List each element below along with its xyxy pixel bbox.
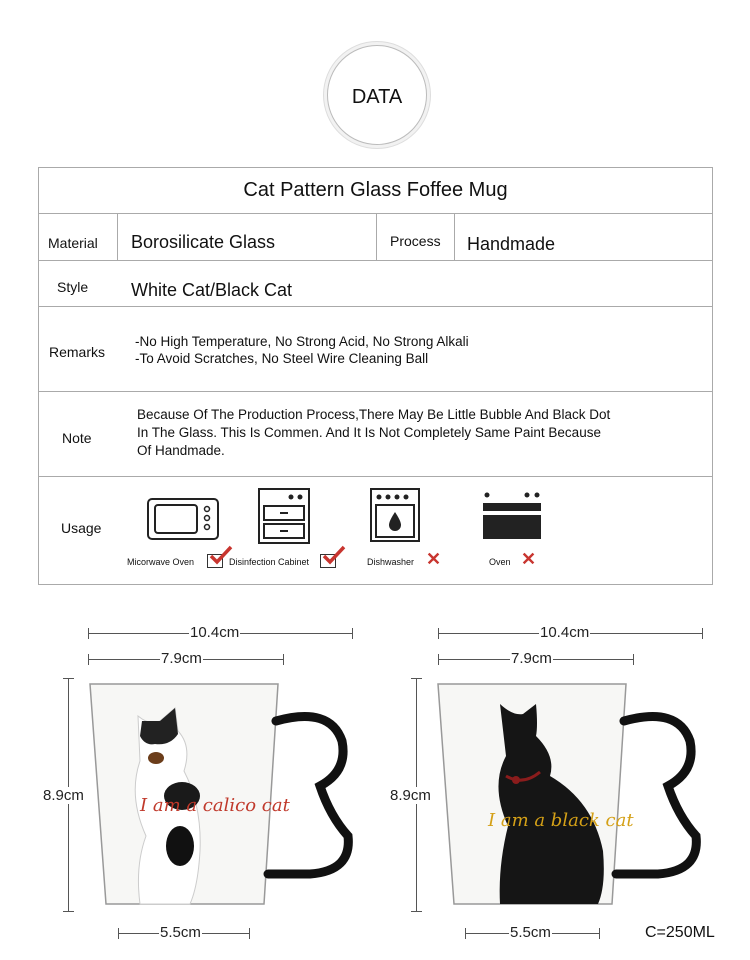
material-label: Material — [48, 235, 98, 251]
bottom-width-label: 5.5cm — [510, 924, 551, 941]
check-icon — [322, 545, 346, 565]
material-value: Borosilicate Glass — [131, 232, 276, 252]
height-label: 8.9cm — [390, 787, 431, 804]
usage-caption: Micorwave Oven — [127, 557, 195, 567]
style-value: White Cat/Black Cat — [131, 280, 293, 300]
mug-text: I am a calico cat — [140, 795, 290, 816]
height-label: 8.9cm — [43, 787, 84, 804]
data-badge — [327, 45, 427, 145]
data-badge-label: DATA — [351, 86, 403, 108]
note-line: Because Of The Production Process,There May Be Little Bubble And Black Dot — [137, 407, 611, 422]
dishwasher-icon — [370, 488, 422, 544]
bottom-width-label: 5.5cm — [160, 924, 201, 941]
mug-text: I am a black cat — [488, 810, 634, 831]
note-label: Note — [62, 430, 92, 446]
usage-caption: Oven — [489, 557, 511, 567]
oven-icon — [482, 490, 542, 540]
body-width-label: 7.9cm — [161, 650, 202, 667]
col-divider — [376, 213, 377, 260]
row-divider — [39, 260, 712, 261]
process-label: Process — [390, 233, 441, 249]
usage-caption: Dishwasher — [367, 557, 415, 567]
capacity-label: C=250ML — [645, 924, 715, 941]
note-line: Of Handmade. — [137, 443, 225, 458]
table-title: Cat Pattern Glass Foffee Mug — [243, 179, 508, 201]
usage-label: Usage — [61, 520, 102, 536]
remarks-line: -To Avoid Scratches, No Steel Wire Cleaning Ball — [135, 351, 429, 366]
cross-icon: ✕ — [426, 549, 442, 569]
spec-table — [38, 167, 713, 585]
row-divider — [39, 306, 712, 307]
remarks-line: -No High Temperature, No Strong Acid, No Strong Alkali — [135, 334, 469, 349]
white-cat-mug-image — [80, 676, 360, 916]
style-label: Style — [57, 279, 89, 295]
row-divider — [39, 391, 712, 392]
col-divider — [117, 213, 118, 260]
note-line: In The Glass. This Is Commen. And It Is Not Completely Same Paint Because — [137, 425, 601, 440]
col-divider — [454, 213, 455, 260]
body-width-label: 7.9cm — [511, 650, 552, 667]
microwave-icon — [147, 498, 219, 542]
process-value: Handmade — [467, 234, 556, 254]
cross-icon: ✕ — [521, 549, 537, 569]
top-width-label: 10.4cm — [540, 624, 590, 641]
row-divider — [39, 476, 712, 477]
usage-caption: Disinfection Cabinet — [229, 557, 310, 567]
remarks-label: Remarks — [49, 344, 106, 360]
cabinet-icon — [258, 488, 312, 546]
top-width-label: 10.4cm — [190, 624, 240, 641]
black-cat-mug-image — [428, 676, 708, 916]
